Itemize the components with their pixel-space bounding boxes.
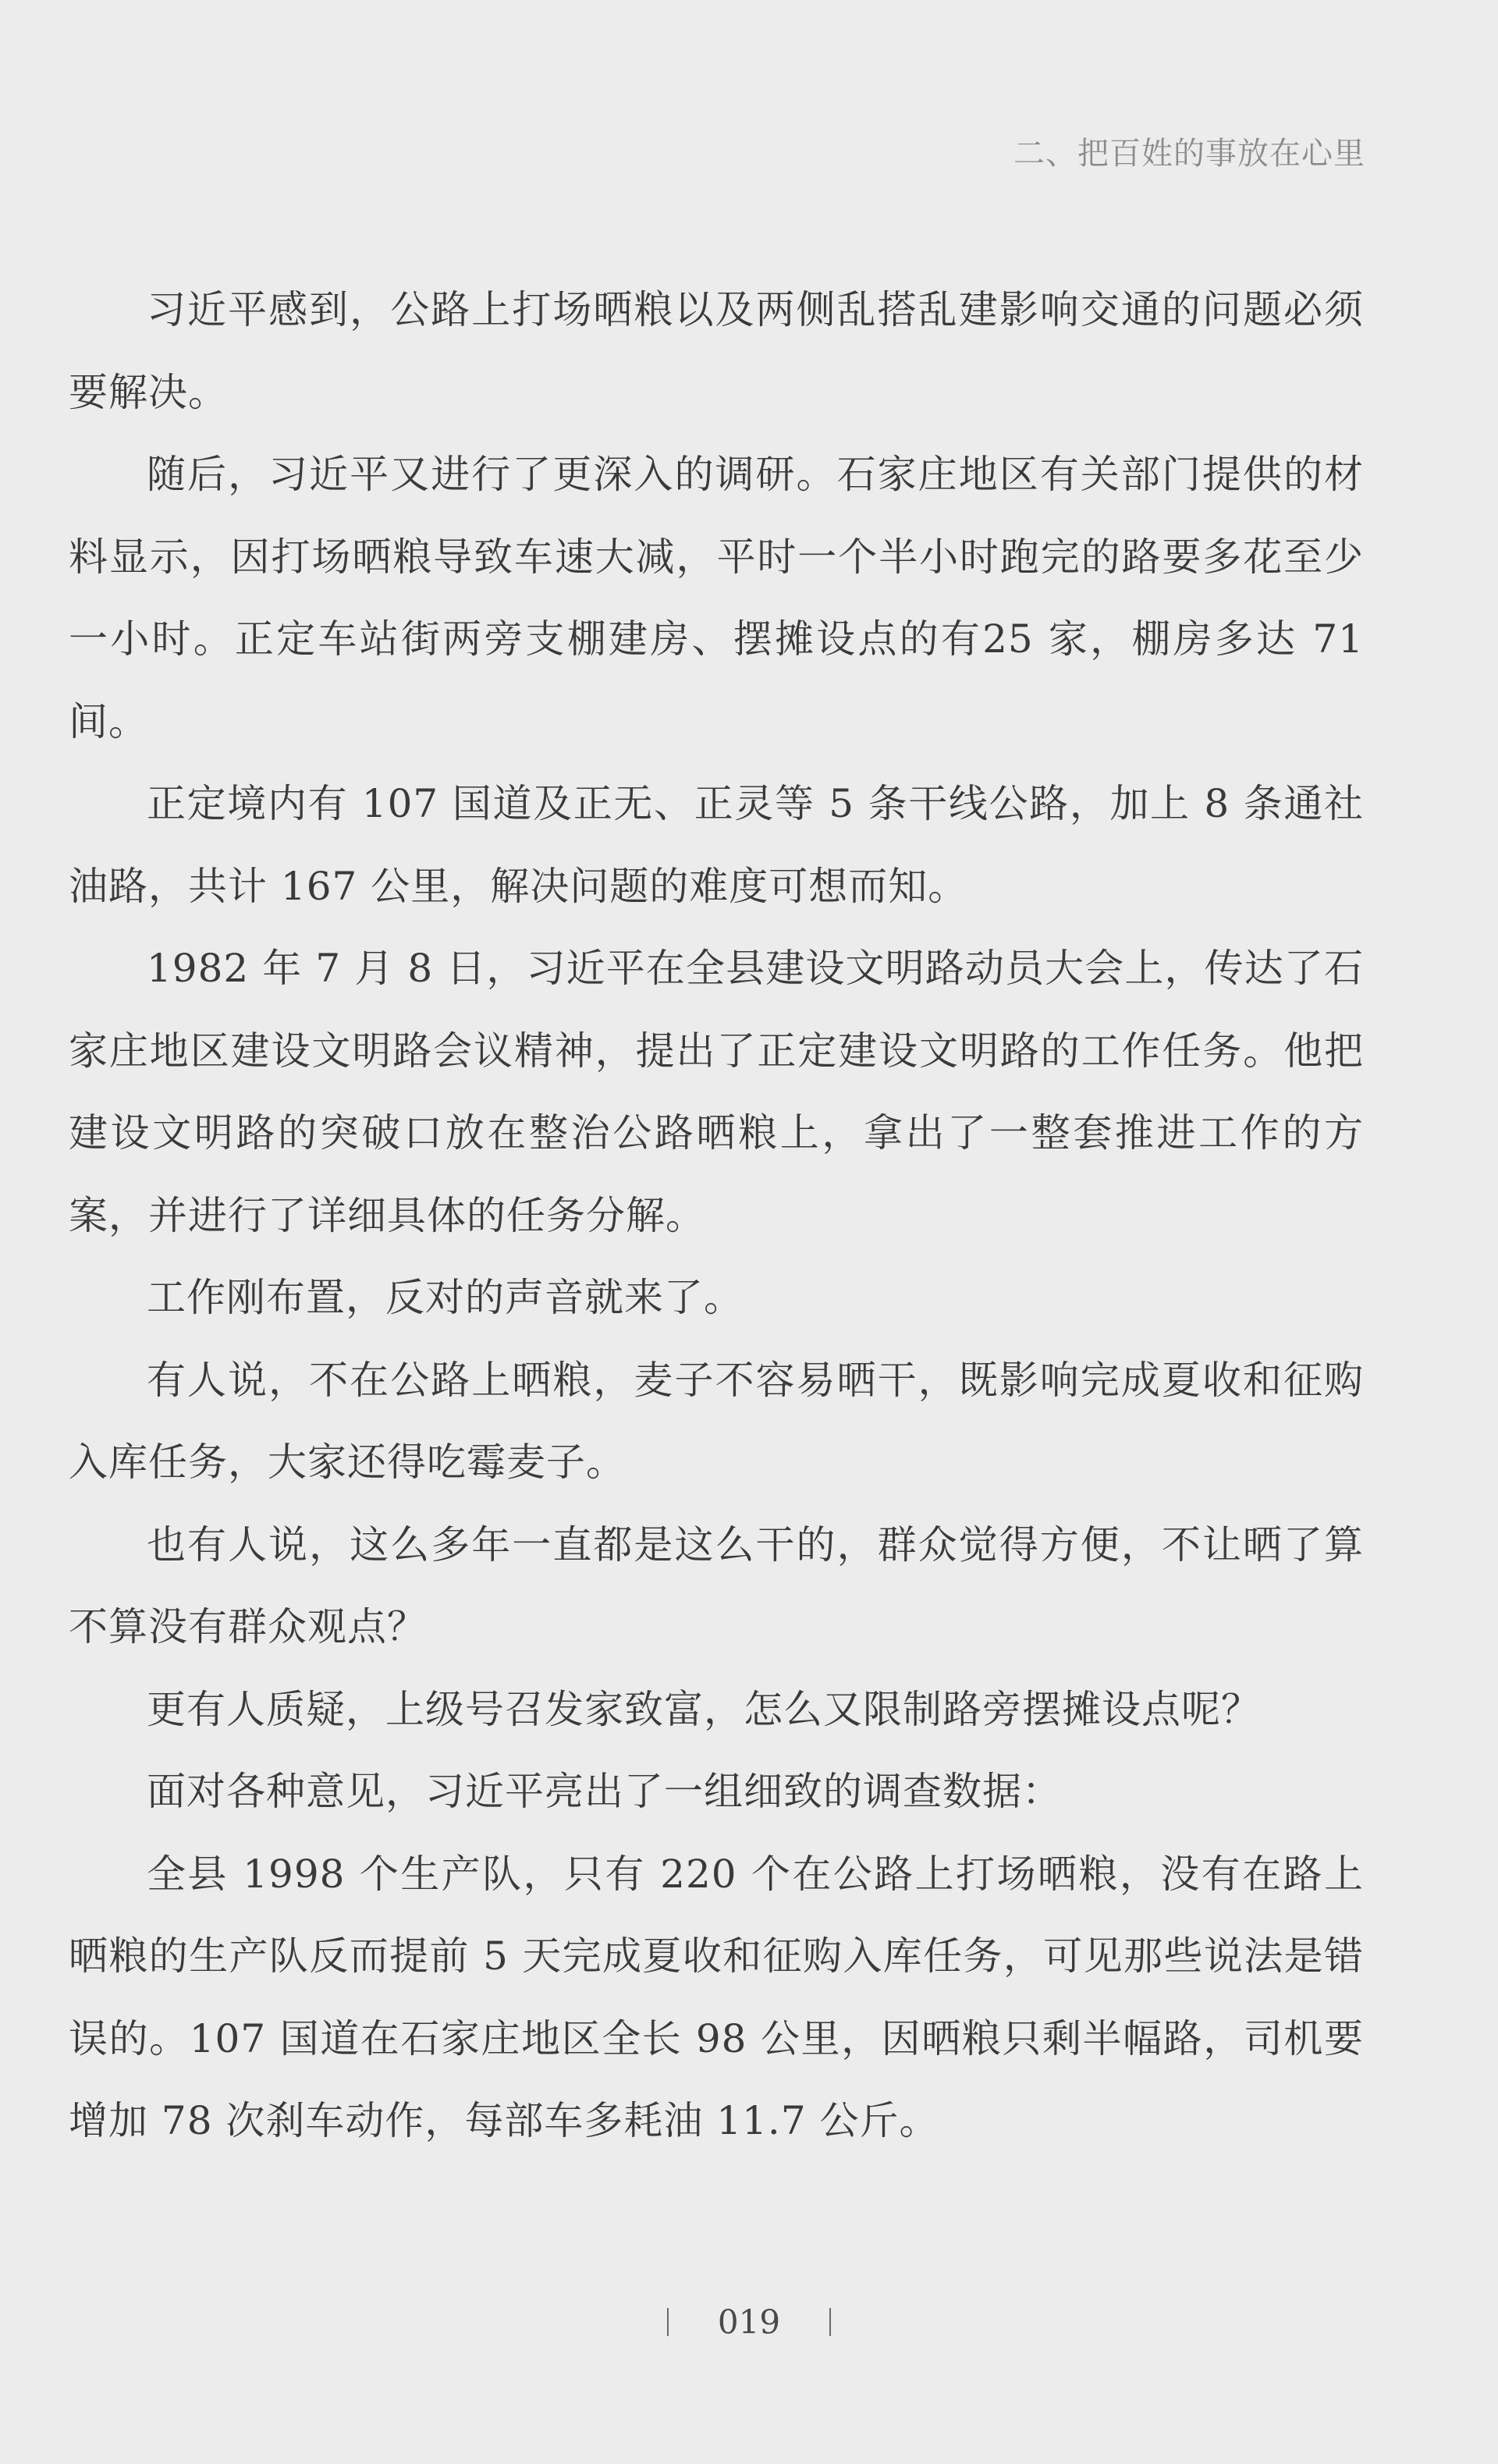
paragraph: 随后，习近平又进行了更深入的调研。石家庄地区有关部门提供的材料显示，因打场晒粮导致车速大减，平时一个半小时跑完的路要多花至少一小时。正定车站街两旁支棚建房、摆摊设点的有25 家，棚房多达 71 间。: [69, 452, 1364, 744]
page-number: 019: [717, 2302, 781, 2342]
paragraph: 习近平感到，公路上打场晒粮以及两侧乱搭乱建影响交通的问题必须要解决。: [69, 287, 1364, 415]
paragraph: 更有人质疑，上级号召发家致富，怎么又限制路旁摆摊设点呢？: [147, 1686, 1261, 1732]
body-text: [69, 269, 1364, 2163]
page-number-footer: [0, 2300, 1498, 2342]
paragraph: 也有人说，这么多年一直都是这么干的，群众觉得方便，不让晒了算不算没有群众观点？: [69, 1521, 1364, 1649]
folio-left-bar: [667, 2308, 669, 2336]
paragraph: 有人说，不在公路上晒粮，麦子不容易晒干，既影响完成夏收和征购入库任务，大家还得吃霉麦子。: [69, 1357, 1364, 1485]
paragraph: 1982 年 7 月 8 日，习近平在全县建设文明路动员大会上，传达了石家庄地区建设文明路会议精神，提出了正定建设文明路的工作任务。他把建设文明路的突破口放在整治公路晒粮上，拿出了一整套推进工作的方案，并进行了详细具体的任务分解。: [69, 946, 1364, 1238]
folio-right-bar: [829, 2308, 831, 2336]
paragraph: 面对各种意见，习近平亮出了一组细致的调查数据：: [147, 1769, 1062, 1814]
running-header: 二、把百姓的事放在心里: [1013, 136, 1365, 172]
paragraph: 全县 1998 个生产队，只有 220 个在公路上打场晒粮，没有在路上晒粮的生产队反而提前 5 天完成夏收和征购入库任务，可见那些说法是错误的。107 国道在石家庄地区全长 98 公里，因晒粮只剩半幅路，司机要增加 78 次刹车动作，每部车多耗油 11.7 公斤。: [69, 1851, 1364, 2143]
paragraph: 正定境内有 107 国道及正无、正灵等 5 条干线公路，加上 8 条通社油路，共计 167 公里，解决问题的难度可想而知。: [69, 781, 1364, 909]
paragraph: 工作刚布置，反对的声音就来了。: [147, 1275, 744, 1320]
